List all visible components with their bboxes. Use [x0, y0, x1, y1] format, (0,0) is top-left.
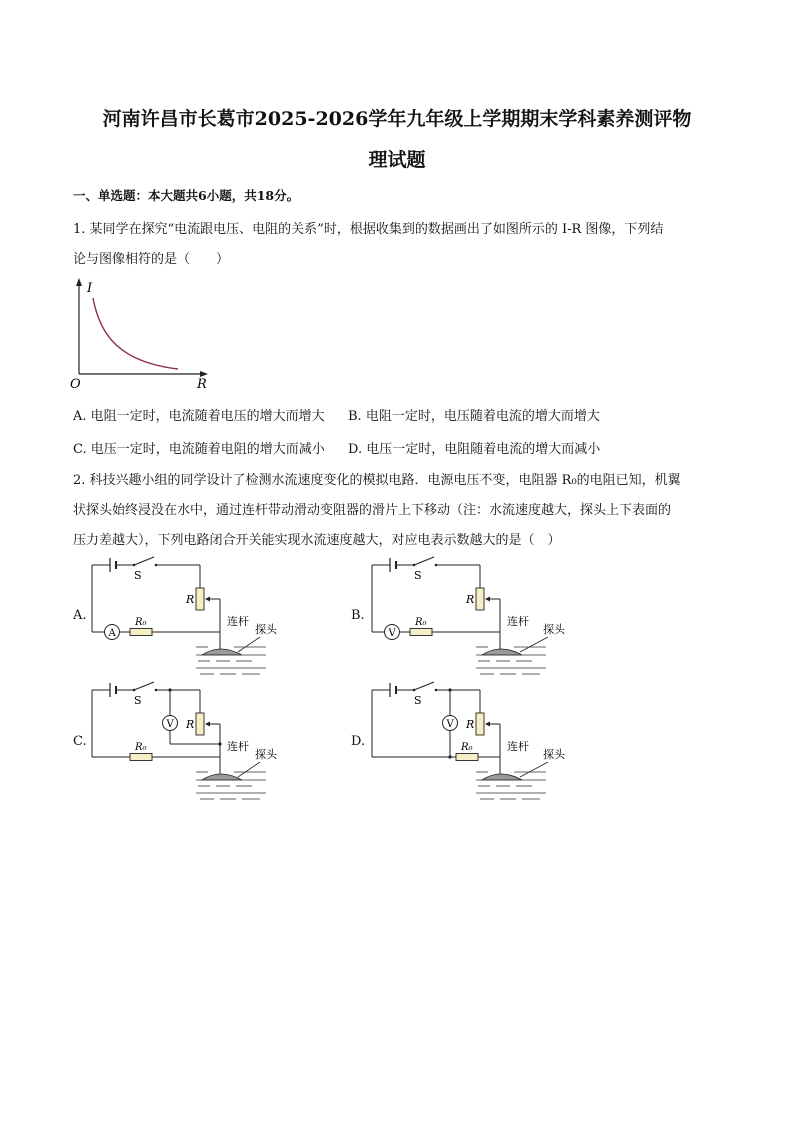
exam-title-line2: 理试题	[368, 149, 426, 171]
q1-option-a[interactable]: A. 电阻一定时，电流随着电压的增大而增大	[73, 409, 325, 424]
q2-option-a-letter[interactable]: A.	[73, 608, 87, 623]
resistor-r0	[130, 754, 152, 761]
rheostat	[196, 588, 204, 610]
q2-circuit-c[interactable]	[90, 680, 280, 805]
q1-stem-line1: 1. 某同学在探究“电流跟电压、电阻的关系”时，根据收集到的数据画出了如图所示的 I-R 图像，下列结	[73, 222, 664, 237]
q2-stem-line3: 压力差越大），下列电路闭合开关能实现水流速度越大，对应电表示数越大的是（ ）	[73, 533, 561, 548]
probe-label: 探头	[255, 623, 277, 636]
probe	[202, 649, 242, 655]
q2-stem-line2: 状探头始终浸没在水中，通过连杆带动滑动变阻器的滑片上下移动（注：水流速度越大，探头上下表面的	[73, 503, 672, 518]
probe-label: 探头	[255, 748, 277, 761]
resistor-label: R₀	[135, 742, 147, 753]
voltmeter-label: V	[388, 628, 396, 639]
q2-option-d-letter[interactable]: D.	[351, 734, 366, 749]
rheostat-label: R	[466, 593, 475, 606]
q1-option-b[interactable]: B. 电阻一定时，电压随着电流的增大而增大	[348, 409, 600, 424]
probe	[482, 649, 522, 655]
rod-label: 连杆	[507, 740, 529, 753]
q1-option-c[interactable]: C. 电压一定时，电流随着电阻的增大而减小	[73, 442, 325, 457]
exam-title-line1: 河南许昌市长葛市2025-2026学年九年级上学期期末学科素养测评物	[102, 108, 692, 130]
rod-label: 连杆	[227, 740, 249, 753]
rheostat	[476, 713, 484, 735]
y-axis-label: I	[87, 281, 93, 296]
q2-stem-line1: 2. 科技兴趣小组的同学设计了检测水流速度变化的模拟电路．电源电压不变，电阻器 R₀的电阻已知，机翼	[73, 473, 681, 488]
voltmeter-label: V	[166, 719, 174, 730]
switch-label: S	[414, 569, 422, 582]
section-heading: 一、单选题：本大题共6小题，共18分。	[73, 188, 300, 203]
y-axis-arrow	[76, 278, 82, 286]
rheostat	[196, 713, 204, 735]
resistor-label: R₀	[135, 617, 147, 628]
resistor-r0	[410, 629, 432, 636]
voltmeter-label: V	[446, 719, 454, 730]
ammeter-label: A	[108, 628, 116, 639]
rod-label: 连杆	[507, 615, 529, 628]
resistor-label: R₀	[415, 617, 427, 628]
switch-blade	[134, 557, 154, 565]
origin-label: O	[70, 377, 81, 392]
resistor-r0	[456, 754, 478, 761]
switch-label: S	[134, 569, 142, 582]
rheostat	[476, 588, 484, 610]
resistor-r0	[130, 629, 152, 636]
q2-circuit-b[interactable]	[370, 555, 570, 680]
probe-label: 探头	[543, 623, 565, 636]
x-axis-label: R	[197, 377, 207, 392]
rheostat-label: R	[186, 718, 195, 731]
q1-ir-graph	[60, 274, 220, 392]
q1-option-d[interactable]: D. 电压一定时，电阻随着电流的增大而减小	[348, 442, 601, 457]
q2-option-b-letter[interactable]: B.	[351, 608, 365, 623]
probe	[202, 774, 242, 780]
q2-option-c-letter[interactable]: C.	[73, 734, 87, 749]
q1-stem-line2: 论与图像相符的是（ ）	[73, 252, 230, 267]
probe	[482, 774, 522, 780]
rheostat-label: R	[186, 593, 195, 606]
ir-curve	[93, 298, 178, 369]
q2-circuit-d[interactable]	[370, 680, 570, 805]
switch-label: S	[414, 694, 422, 707]
resistor-label: R₀	[461, 742, 473, 753]
switch-label: S	[134, 694, 142, 707]
q2-circuit-a[interactable]	[90, 555, 280, 680]
probe-label: 探头	[543, 748, 565, 761]
rod-label: 连杆	[227, 615, 249, 628]
rheostat-label: R	[466, 718, 475, 731]
